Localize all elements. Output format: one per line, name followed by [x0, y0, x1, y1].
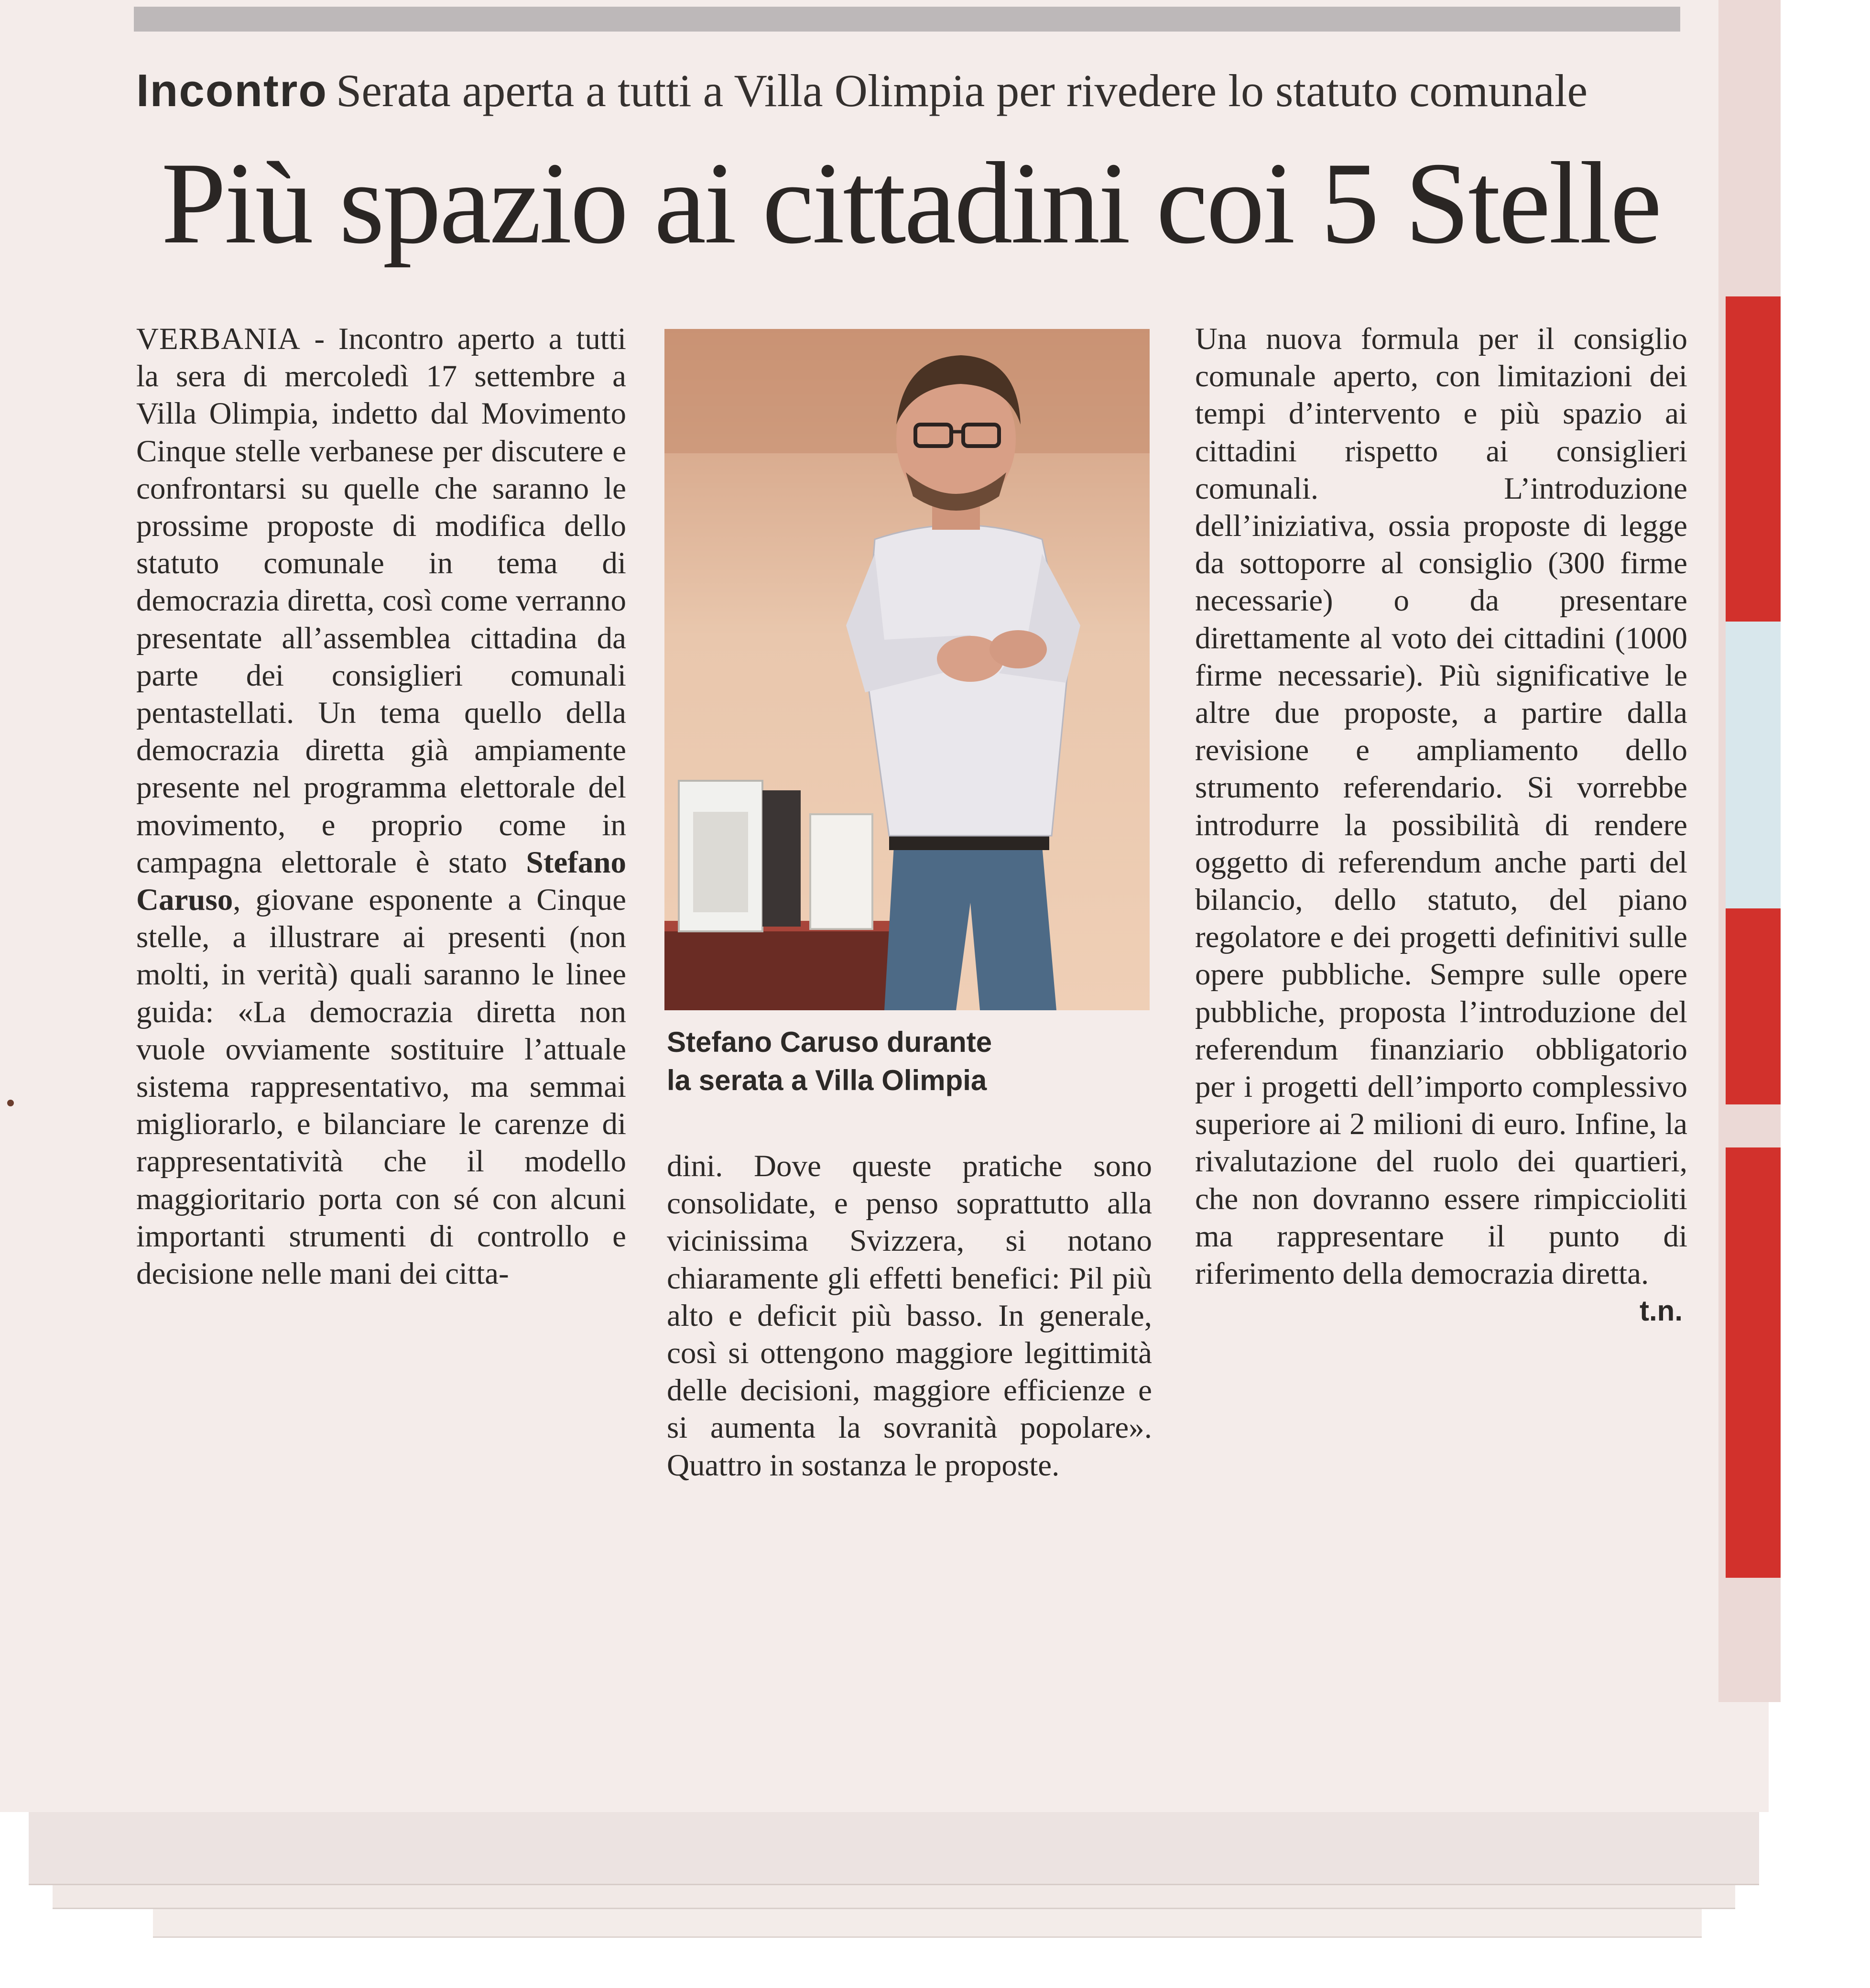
- speaker-photo-illustration: [664, 329, 1150, 1010]
- top-rule: [134, 7, 1680, 32]
- photo-caption: [667, 1023, 1154, 1100]
- author-signature: t.n.: [1640, 1295, 1683, 1327]
- highlighted-person-name: Stefano Caruso: [136, 845, 626, 918]
- scan-ink-speck: [7, 1100, 14, 1106]
- photo-caption-line-2: la serata a Villa Olimpia: [667, 1064, 987, 1096]
- article-column-2: [667, 1147, 1152, 1602]
- headline: Più spazio ai cittadini coi 5 Stelle: [161, 138, 1660, 268]
- kicker-tag: Incontro: [136, 65, 327, 116]
- adjacent-page-pale-graphic: [1726, 622, 1781, 908]
- kicker-line: [136, 62, 1685, 120]
- dateline: VERBANIA: [136, 322, 301, 356]
- article-column-3: [1195, 320, 1687, 1611]
- column-3-text: Una nuova formula per il consiglio comunale aperto, con limitazioni dei tempi d’intervento e più spazio ai cittadini rispetto ai consiglieri comunali. L’introduzione dell’iniziativa, ossia proposte di legge da sottoporre al consiglio (300 firme necessarie) o da presentare direttamente al voto dei cittadini (1000 firme necessarie). Più significative le altre due proposte, a partire dalla revisione e ampliamento dello strumento referendario. Si vorrebbe introdurre la possibilità di rendere oggetto di referendum anche parti del bilancio, dello statuto, del piano regolatore e dei progetti definitivi sulle opere pubbliche. Sempre sulle opere pubbliche, proposta l’introduzione del referendum finanziario obbligatorio per i progetti dell’importo complessivo superiore ai 2 milioni di euro. Infine, la rivalutazione del ruolo dei quartieri, che non dovranno essere rimpiccioliti ma rappresentare il punto di riferimento della democrazia diretta.: [1195, 322, 1687, 1291]
- article-photo: [664, 329, 1150, 1010]
- column-1-intro: - Incontro aperto a tutti la sera di mercoledì 17 settembre a Villa Olimpia, indetto dal Movimento Cinque stelle verbanese per discutere e confrontarsi su quelle che saranno le prossime proposte di modifica dello statuto comunale in tema di democrazia diretta, così come verranno presentate all’assemblea cittadina da parte dei consiglieri comunali pentastellati. Un tema quello della democrazia diretta già ampiamente presente nel programma elettorale del movimento, e proprio come in campagna elettorale è stato: [136, 322, 626, 880]
- kicker-subtitle: Serata aperta a tutti a Villa Olimpia per rivedere lo statuto comunale: [336, 65, 1588, 116]
- column-3-paragraph: [1195, 320, 1687, 1327]
- column-2-paragraph: dini. Dove queste pratiche sono consolidate, e penso soprattutto alla vicinissima Svizzera, si notano chiaramente gli effetti benefici: Pil più alto e deficit più basso. In generale, così si ottengono maggiore legittimità delle decisioni, maggiore efficienze e si aumenta la sovranità popolare». Quattro in sostanza le proposte.: [667, 1149, 1152, 1483]
- adjacent-page-red-band-lower: [1726, 1147, 1781, 1578]
- column-1-paragraph: [136, 320, 626, 1292]
- photo-caption-line-1: Stefano Caruso durante: [667, 1026, 992, 1058]
- column-1-continuation: , giovane esponente a Cinque stelle, a illustrare ai presenti (non molti, in verità) quali saranno le linee guida: «La democrazia diretta non vuole ovviamente sostituire l’attuale sistema rappresentativo, ma semmai migliorarlo, e bilanciare le carenze di rappresentatività che il modello maggioritario porta con sé con alcuni importanti strumenti di controllo e decisione nelle mani dei citta-: [136, 883, 626, 1291]
- article-column-1: [136, 320, 626, 1611]
